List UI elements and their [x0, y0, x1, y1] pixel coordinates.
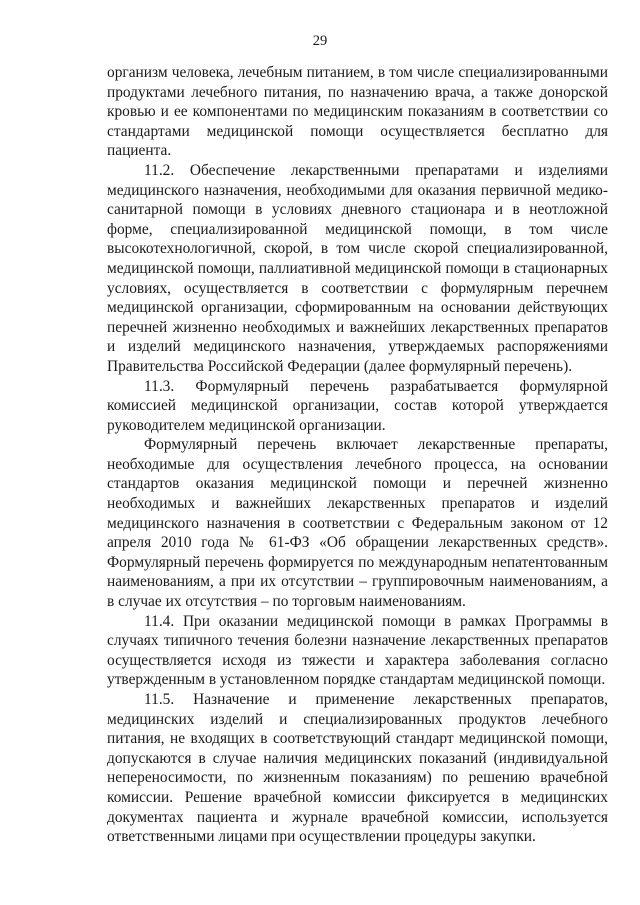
document-body	[107, 63, 608, 847]
paragraph-11-5: 11.5. Назначение и применение лекарственных препаратов, медицинских изделий и специализированных продуктов лечебного питания, не входящих в соответствующий стандарт медицинской помощи, допускаются в случае наличия медицинских показаний (индивидуальной непереносимости, по жизненным показаниям) по решению врачебной комиссии. Решение врачебной комиссии фиксируется в медицинских документах пациента и журнале врачебной комиссии, используется ответственными лицами при осуществлении процедуры закупки.	[107, 691, 608, 846]
paragraph-11-2: 11.2. Обеспечение лекарственными препаратами и изделиями медицинского назначения, необходимыми для оказания первичной медико-санитарной помощи в условиях дневного стационара и в неотложной форме, специализированной медицинской помощи, в том числе высокотехнологичной, скорой, в том числе скорой специализированной, медицинской помощи, паллиативной медицинской помощи в стационарных условиях, осуществляется в соответствии с формулярным перечнем медицинской организации, сформированным на основании действующих перечней жизненно необходимых и важнейших лекарственных препаратов и изделий медицинского назначения, утверждаемых распоряжениями Правительства Российской Федерации (далее формулярный перечень).	[107, 161, 608, 375]
paragraph-11-3: 11.3. Формулярный перечень разрабатывается формулярной комиссией медицинской организации, состав которой утверждается руководителем медицинской организации.	[107, 377, 608, 434]
page-number: 29	[312, 33, 328, 49]
paragraph-formulary-list: Формулярный перечень включает лекарственные препараты, необходимые для осуществления лечебного процесса, на основании стандартов оказания медицинской помощи и перечней жизненно необходимых и важнейших лекарственных препаратов и изделий медицинского назначения в соответствии с Федеральным законом от 12 апреля 2010 года № 61-ФЗ «Об обращении лекарственных средств». Формулярный перечень формируется по международным непатентованным наименованиям, а при их отсутствии – группировочным наименованиям, а в случае их отсутствия – по торговым наименованиям.	[107, 436, 608, 611]
paragraph-continuation: организм человека, лечебным питанием, в том числе специализированными продуктами лечебного питания, по назначению врача, а также донорской кровью и ее компонентами по медицинским показаниям в соответствии со стандартами медицинской помощи осуществляется бесплатно для пациента.	[107, 64, 608, 160]
paragraph-11-4: 11.4. При оказании медицинской помощи в рамках Программы в случаях типичного течения болезни назначение лекарственных препаратов осуществляется исходя из тяжести и характера заболевания согласно утвержденным в установленном порядке стандартам медицинской помощи.	[107, 612, 608, 689]
